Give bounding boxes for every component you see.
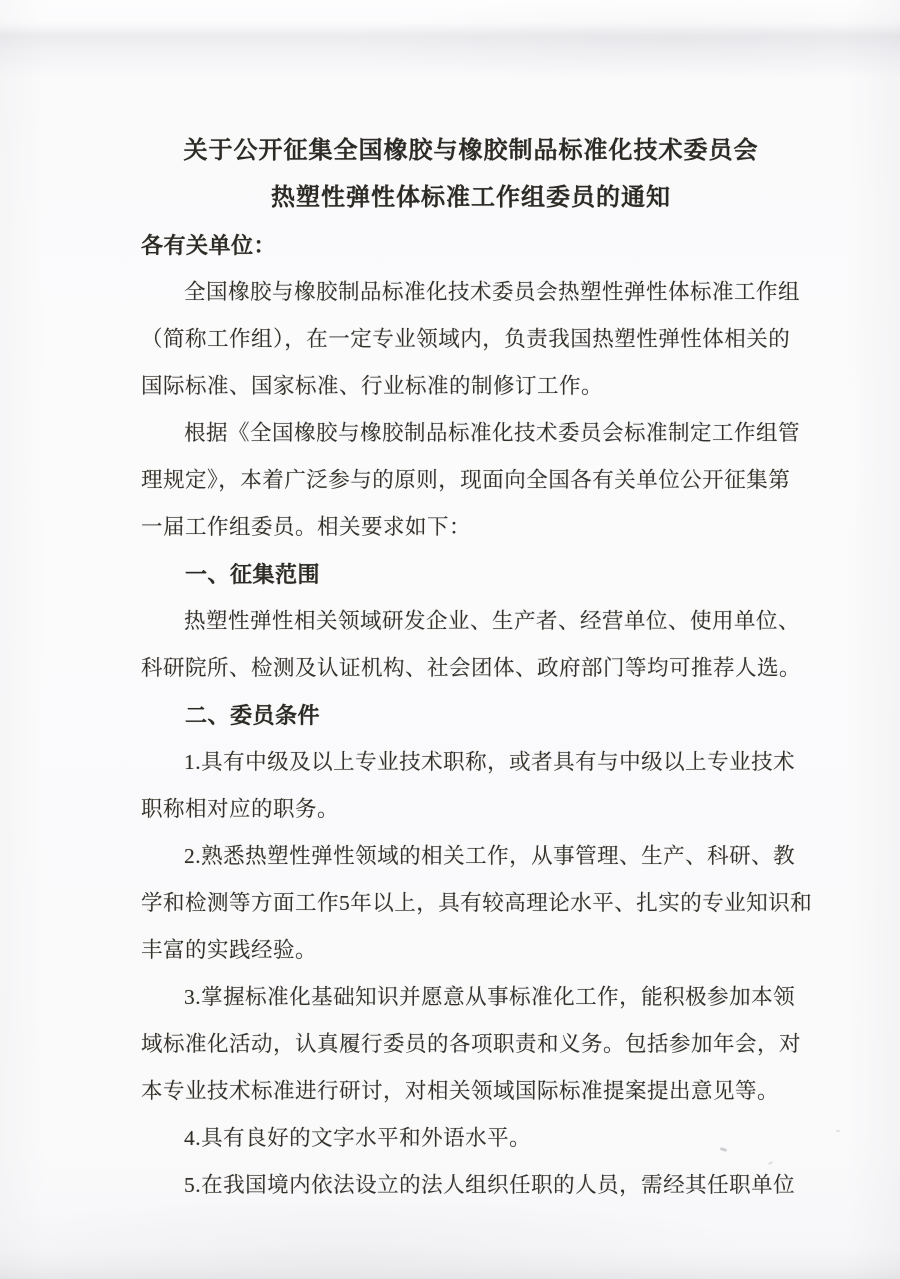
document-body (141, 128, 813, 1209)
salutation: 各有关单位： (141, 233, 277, 258)
document-title-line-2: 热塑性弹性体标准工作组委员的通知 (271, 185, 671, 211)
condition-item-1-line-1: 1.具有中级及以上专业技术职称，或者具有与中级以上专业技术 (184, 750, 796, 774)
condition-item-3-line-1: 3.掌握标准化基础知识并愿意从事标准化工作，能积极参加本领 (184, 985, 796, 1009)
document-title-line-1: 关于公开征集全国橡胶与橡胶制品标准化技术委员会 (183, 138, 759, 164)
condition-item-5-line-1: 5.在我国境内依法设立的法人组织任职的人员，需经其任职单位 (184, 1173, 796, 1197)
paragraph-1-line-1: 全国橡胶与橡胶制品标准化技术委员会热塑性弹性体标准工作组 (184, 280, 801, 304)
paragraph-1-line-2: （简称工作组），在一定专业领域内，负责我国热塑性弹性体相关的 (141, 327, 791, 351)
condition-item-2-line-1: 2.熟悉热塑性弹性领域的相关工作，从事管理、生产、科研、教 (184, 844, 796, 868)
paragraph-2-line-2: 理规定》，本着广泛参与的原则，现面向全国各有关单位公开征集第 (141, 468, 791, 492)
section-1-paragraph-line-2: 科研院所、检测及认证机构、社会团体、政府部门等均可推荐人选。 (141, 656, 802, 680)
paragraph-2-line-1: 根据《全国橡胶与橡胶制品标准化技术委员会标准制定工作组管 (184, 421, 801, 445)
paragraph-1-line-3: 国际标准、国家标准、行业标准的制修订工作。 (141, 374, 604, 398)
condition-item-3-line-3: 本专业技术标准进行研讨，对相关领域国际标准提案提出意见等。 (141, 1079, 780, 1103)
paragraph-2-line-3: 一届工作组委员。相关要求如下： (141, 515, 472, 539)
section-heading-2: 二、委员条件 (185, 703, 321, 728)
condition-item-2-line-2: 学和检测等方面工作5年以上，具有较高理论水平、扎实的专业知识和 (141, 891, 813, 915)
condition-item-4-line-1: 4.具有良好的文字水平和外语水平。 (184, 1126, 532, 1150)
condition-item-3-line-2: 域标准化活动，认真履行委员的各项职责和义务。包括参加年会，对 (141, 1032, 802, 1056)
scan-speck (836, 1130, 840, 1132)
section-heading-1: 一、征集范围 (185, 562, 321, 587)
condition-item-2-line-3: 丰富的实践经验。 (141, 938, 318, 962)
condition-item-1-line-2: 职称相对应的职务。 (141, 797, 340, 821)
section-1-paragraph-line-1: 热塑性弹性相关领域研发企业、生产者、经营单位、使用单位、 (184, 609, 801, 633)
